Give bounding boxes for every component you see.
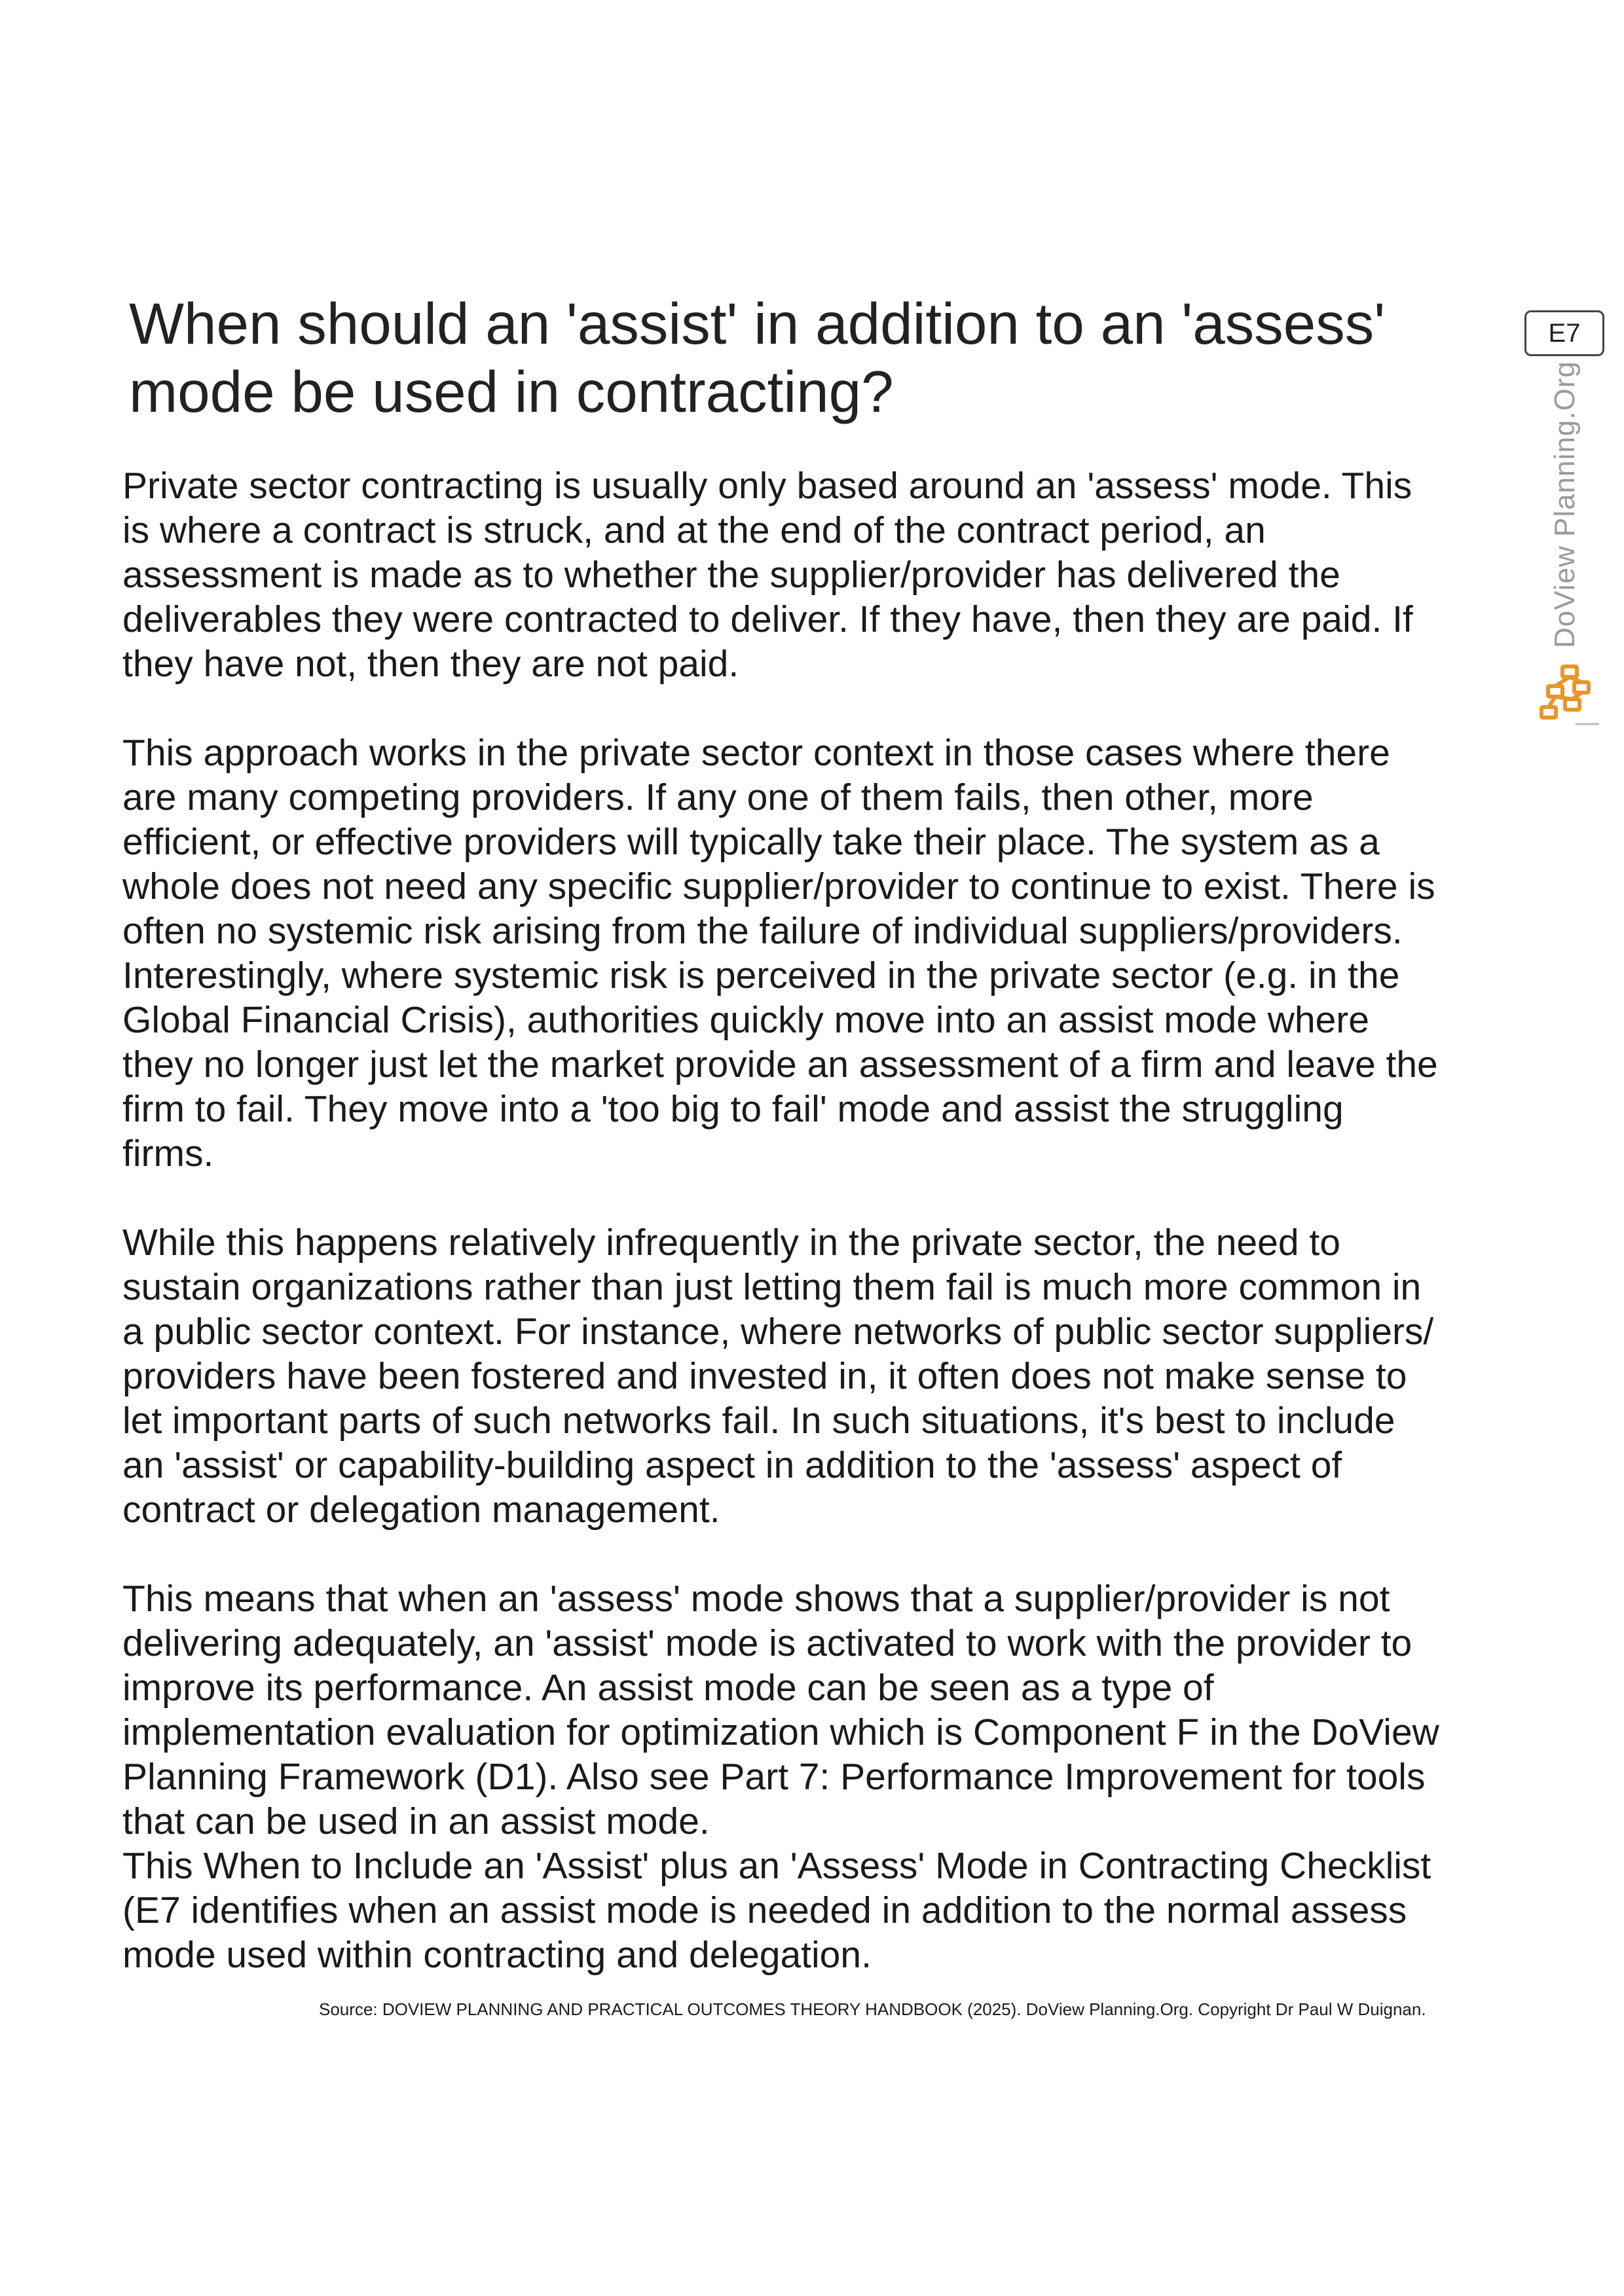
paragraph-4: This means that when an 'assess' mode shows that a supplier/provider is not delivering adequately, an 'assist' mode is activated to work with the provider to improve its performance. An assist mode can be seen as a type of implementation evaluation for optimization which is Component F in the DoView Planning Framework (D1). Also see Part 7: Performance Improvement for tools that can be used in an assist mode.	[122, 1578, 1439, 1842]
section-badge: E7	[1524, 310, 1604, 356]
doview-logo-icon	[1536, 661, 1602, 727]
body-text	[122, 464, 1485, 1977]
paragraph-2: This approach works in the private sector context in those cases where there are many competing providers. If any one of them fails, then other, more efficient, or effective providers will typically take their place. The system as a whole does not need any specific supplier/provider to continue to exist. There is often no systemic risk arising from the failure of individual suppliers/providers. Interestingly, where systemic risk is perceived in the private sector (e.g. in the Global Financial Crisis), authorities quickly move into an assist mode where they no longer just let the market provide an assessment of a firm and leave the firm to fail. They move into a 'too big to fail' mode and assist the struggling firms.	[122, 732, 1438, 1175]
source-citation: Source: DOVIEW PLANNING AND PRACTICAL OUTCOMES THEORY HANDBOOK (2025). DoView Planning.Org. Copyright Dr Paul W Duignan.	[319, 1999, 1426, 2019]
title-line-2: mode be used in contracting?	[129, 359, 894, 424]
page-title	[129, 289, 1439, 426]
paragraph-5: This When to Include an 'Assist' plus an 'Assess' Mode in Contracting Checklist (E7 identifies when an assist mode is needed in addition to the normal assess mode used within contracting and delegation.	[122, 1845, 1431, 1976]
brand-vertical-text: DoView Planning.Org	[1549, 361, 1581, 648]
title-line-1: When should an 'assist' in addition to an 'assess'	[129, 291, 1386, 356]
paragraph-1: Private sector contracting is usually only based around an 'assess' mode. This is where a contract is struck, and at the end of the contract period, an assessment is made as to whether the supplier/provider has delivered the deliverables they were contracted to deliver. If they have, then they are paid. If they have not, then they are not paid.	[122, 465, 1413, 685]
paragraph-3: While this happens relatively infrequently in the private sector, the need to sustain organizations rather than just letting them fail is much more common in a public sector context. For instance, where networks of public sector suppliers/ providers have been fostered and invested in, it often does not make sense to let important parts of such networks fail. In such situations, it's best to include an 'assist' or capability-building aspect in addition to the 'assess' aspect of contract or delegation management.	[122, 1222, 1434, 1531]
